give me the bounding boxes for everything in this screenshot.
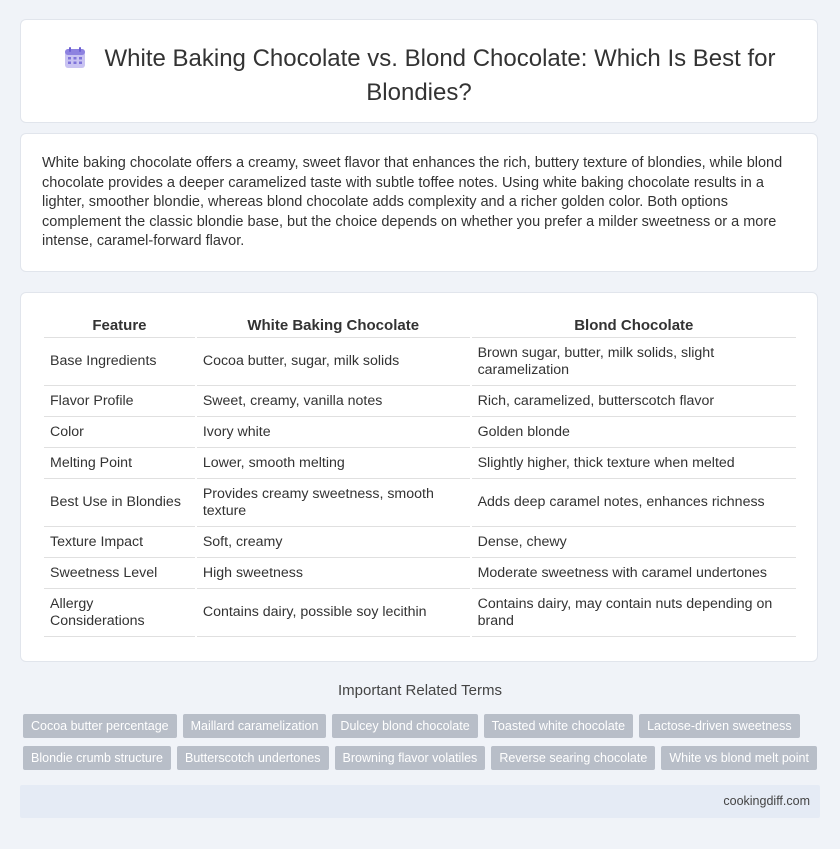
table-row <box>44 589 796 637</box>
table-cell: Ivory white <box>197 417 470 448</box>
related-terms-tags <box>23 714 823 778</box>
table-cell: Cocoa butter, sugar, milk solids <box>197 338 470 386</box>
page-title-wrap <box>51 44 787 108</box>
related-term-tag[interactable]: Reverse searing chocolate <box>491 746 655 770</box>
table-row <box>44 558 796 589</box>
related-term-tag[interactable]: Dulcey blond chocolate <box>332 714 477 738</box>
table-cell: Sweetness Level <box>44 558 195 589</box>
related-term-tag[interactable]: Butterscotch undertones <box>177 746 329 770</box>
related-term-tag[interactable]: Cocoa butter percentage <box>23 714 177 738</box>
table-header-row <box>44 314 796 338</box>
table-cell: Melting Point <box>44 448 195 479</box>
table-cell: Lower, smooth melting <box>197 448 470 479</box>
comparison-table <box>42 314 798 637</box>
related-term-tag[interactable]: Maillard caramelization <box>183 714 327 738</box>
intro-card <box>20 133 818 272</box>
footer-site-link[interactable]: cookingdiff.com <box>723 794 810 808</box>
table-cell: Rich, caramelized, butterscotch flavor <box>472 386 796 417</box>
table-row <box>44 479 796 527</box>
header-feature: Feature <box>44 314 195 338</box>
related-term-tag[interactable]: White vs blond melt point <box>661 746 817 770</box>
table-cell: Base Ingredients <box>44 338 195 386</box>
table-cell: High sweetness <box>197 558 470 589</box>
table-row <box>44 448 796 479</box>
table-row <box>44 386 796 417</box>
table-cell: Provides creamy sweetness, smooth texture <box>197 479 470 527</box>
intro-paragraph: White baking chocolate offers a creamy, sweet flavor that enhances the rich, buttery texture of blondies, while blond chocolate provides a deeper caramelized taste with subtle toffee notes. Using white baking chocolate results in a lighter, smoother blondie, whereas blond chocolate adds complexity and a richer golden color. Both options complement the classic blondie base, but the choice depends on whether you prefer a milder sweetness or a more intense, caramel-forward flavor. <box>42 155 783 250</box>
related-terms-title: Important Related Terms <box>338 682 502 699</box>
calendar-icon <box>63 46 87 78</box>
related-term-tag[interactable]: Browning flavor volatiles <box>335 746 486 770</box>
table-cell: Sweet, creamy, vanilla notes <box>197 386 470 417</box>
tag-row <box>23 746 823 770</box>
table-cell: Golden blonde <box>472 417 796 448</box>
header-blond-chocolate: Blond Chocolate <box>472 314 796 338</box>
table-cell: Color <box>44 417 195 448</box>
table-cell: Allergy Considerations <box>44 589 195 637</box>
table-cell: Best Use in Blondies <box>44 479 195 527</box>
page-title: White Baking Chocolate vs. Blond Chocolate: Which Is Best for Blondies? <box>104 45 776 106</box>
table-cell: Contains dairy, possible soy lecithin <box>197 589 470 637</box>
table-cell: Brown sugar, butter, milk solids, slight caramelization <box>472 338 796 386</box>
table-cell: Adds deep caramel notes, enhances richness <box>472 479 796 527</box>
table-cell: Texture Impact <box>44 527 195 558</box>
related-term-tag[interactable]: Lactose-driven sweetness <box>639 714 800 738</box>
table-row <box>44 527 796 558</box>
table-cell: Flavor Profile <box>44 386 195 417</box>
table-row <box>44 338 796 386</box>
table-cell: Slightly higher, thick texture when melted <box>472 448 796 479</box>
table-cell: Dense, chewy <box>472 527 796 558</box>
header-card <box>20 19 818 123</box>
footer-bar <box>20 785 820 818</box>
related-term-tag[interactable]: Blondie crumb structure <box>23 746 171 770</box>
table-cell: Moderate sweetness with caramel undertones <box>472 558 796 589</box>
table-cell: Contains dairy, may contain nuts depending on brand <box>472 589 796 637</box>
tag-row <box>23 714 823 738</box>
related-term-tag[interactable]: Toasted white chocolate <box>484 714 633 738</box>
comparison-table-card <box>20 292 818 662</box>
table-row <box>44 417 796 448</box>
table-cell: Soft, creamy <box>197 527 470 558</box>
header-white-chocolate: White Baking Chocolate <box>197 314 470 338</box>
